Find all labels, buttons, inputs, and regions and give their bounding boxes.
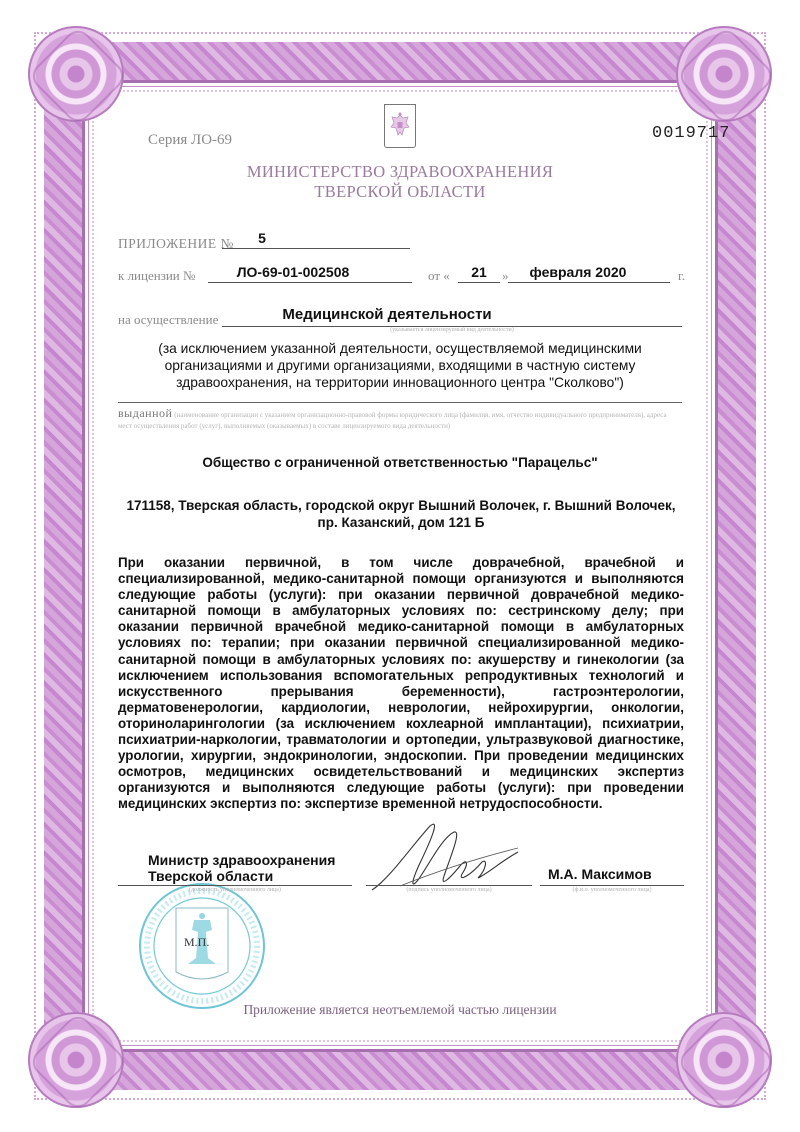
issued-underline	[118, 402, 682, 403]
position-underline	[118, 885, 352, 886]
appendix-underline	[222, 248, 410, 249]
position-caption: (должность уполномоченного лица)	[189, 887, 281, 893]
rosette-corner-icon	[28, 26, 124, 122]
services-text: При оказании первичной, в том числе доврачебной, врачебной и специализированной, медико-санитарной помощи организуются и выполняются следующие работы (услуги): при оказании первичной доврачебной медико-санитарной помощи в амбулаторных условиях по: сестринскому делу; при оказании первичной врачебной медико-санитарной помощи в амбулаторных условиях по: терапии; при оказании первичной специализированной медико-санитарной помощи в амбулаторных условиях по: акушерству и гинекологии (за исключением использования вспомогательных репродуктивных технологий и искусственного прерывания беременности), гастроэнтерологии, дерматовенерологии, кардиологии, неврологии, нейрохирургии, онкологии, оториноларингологии (за исключением кохлеарной имплантации), психиатрии, психиатрии-наркологии, травматологии и ортопедии, ультразвуковой диагностике, урологии, хирургии, эндокринологии, эндоскопии. При проведении медицинских осмотров, медицинских освидетельствований и медицинских экспертиз организуются и выполняются следующие работы (услуги): при проведении медицинских экспертиз по: экспертизе временной нетрудоспособности.	[118, 555, 684, 812]
ministry-title	[0, 162, 800, 202]
document-number: 0019717	[652, 124, 731, 143]
license-underline	[208, 282, 412, 283]
issued-caption: (наименование организации с указанием организационно-правовой формы юридического лица (фамилия, имя, отчество индивидуального предпринимателя), адреса мест осуществления работ (услуг), выполняемых (оказываемых) в составе лицензируемого вида деятельности)	[118, 411, 667, 430]
rosette-corner-icon	[676, 1012, 772, 1108]
appendix-label: ПРИЛОЖЕНИЕ №	[118, 236, 234, 251]
handwritten-signature-icon	[370, 818, 520, 898]
footer-note: Приложение является неотъемлемой частью лицензии	[243, 1002, 557, 1017]
ministry-title-line2: ТВЕРСКОЙ ОБЛАСТИ	[314, 182, 486, 201]
date-month-year: февраля 2020	[529, 264, 627, 280]
signatory-position-line1: Министр здравоохранения	[148, 852, 336, 868]
date-from-label: от «	[428, 268, 450, 283]
issued-block	[118, 408, 682, 432]
activity-label: на осуществление	[118, 312, 219, 327]
date-quote-close: »	[502, 268, 509, 283]
series-label: Серия ЛО-69	[148, 132, 233, 148]
issued-label: выданной	[118, 406, 173, 420]
exception-text: (за исключением указанной деятельности, осуществляемой медицинскими организациями и другими организациями, входящими в частную систему здравоохранения, на территории инновационного центра "Сколково")	[158, 341, 642, 390]
name-underline	[540, 885, 684, 886]
date-day-underline	[458, 282, 500, 283]
activity-value: Медицинской деятельности	[282, 306, 492, 323]
license-number: ЛО-69-01-002508	[236, 264, 350, 280]
signature-caption: (подпись уполномоченного лица)	[406, 887, 492, 893]
ministry-title-line1: МИНИСТЕРСТВО ЗДРАВООХРАНЕНИЯ	[246, 162, 554, 181]
license-label: к лицензии №	[118, 268, 196, 283]
name-caption: (ф.и.о. уполномоченного лица)	[572, 887, 652, 893]
rosette-corner-icon	[28, 1012, 124, 1108]
date-month-underline	[508, 282, 670, 283]
organization-name: Общество с ограниченной ответственностью "Парацельс"	[202, 455, 598, 470]
activity-caption: (указывается лицензируемый вид деятельности)	[390, 327, 514, 333]
seal-label: М.П.	[184, 935, 210, 949]
signatory-position-line2: Тверской области	[148, 868, 274, 884]
signatory-position	[148, 852, 335, 884]
signatory-name: М.А. Максимов	[548, 866, 652, 882]
signature-underline	[366, 885, 532, 886]
rosette-corner-icon	[676, 26, 772, 122]
appendix-number: 5	[258, 230, 266, 246]
coat-of-arms-icon	[384, 104, 416, 148]
organization-address: 171158, Тверская область, городской округ Вышний Волочек, г. Вышний Волочек, пр. Казанский, дом 121 Б	[126, 498, 676, 530]
date-day: 21	[471, 264, 487, 280]
year-suffix: г.	[678, 268, 686, 283]
